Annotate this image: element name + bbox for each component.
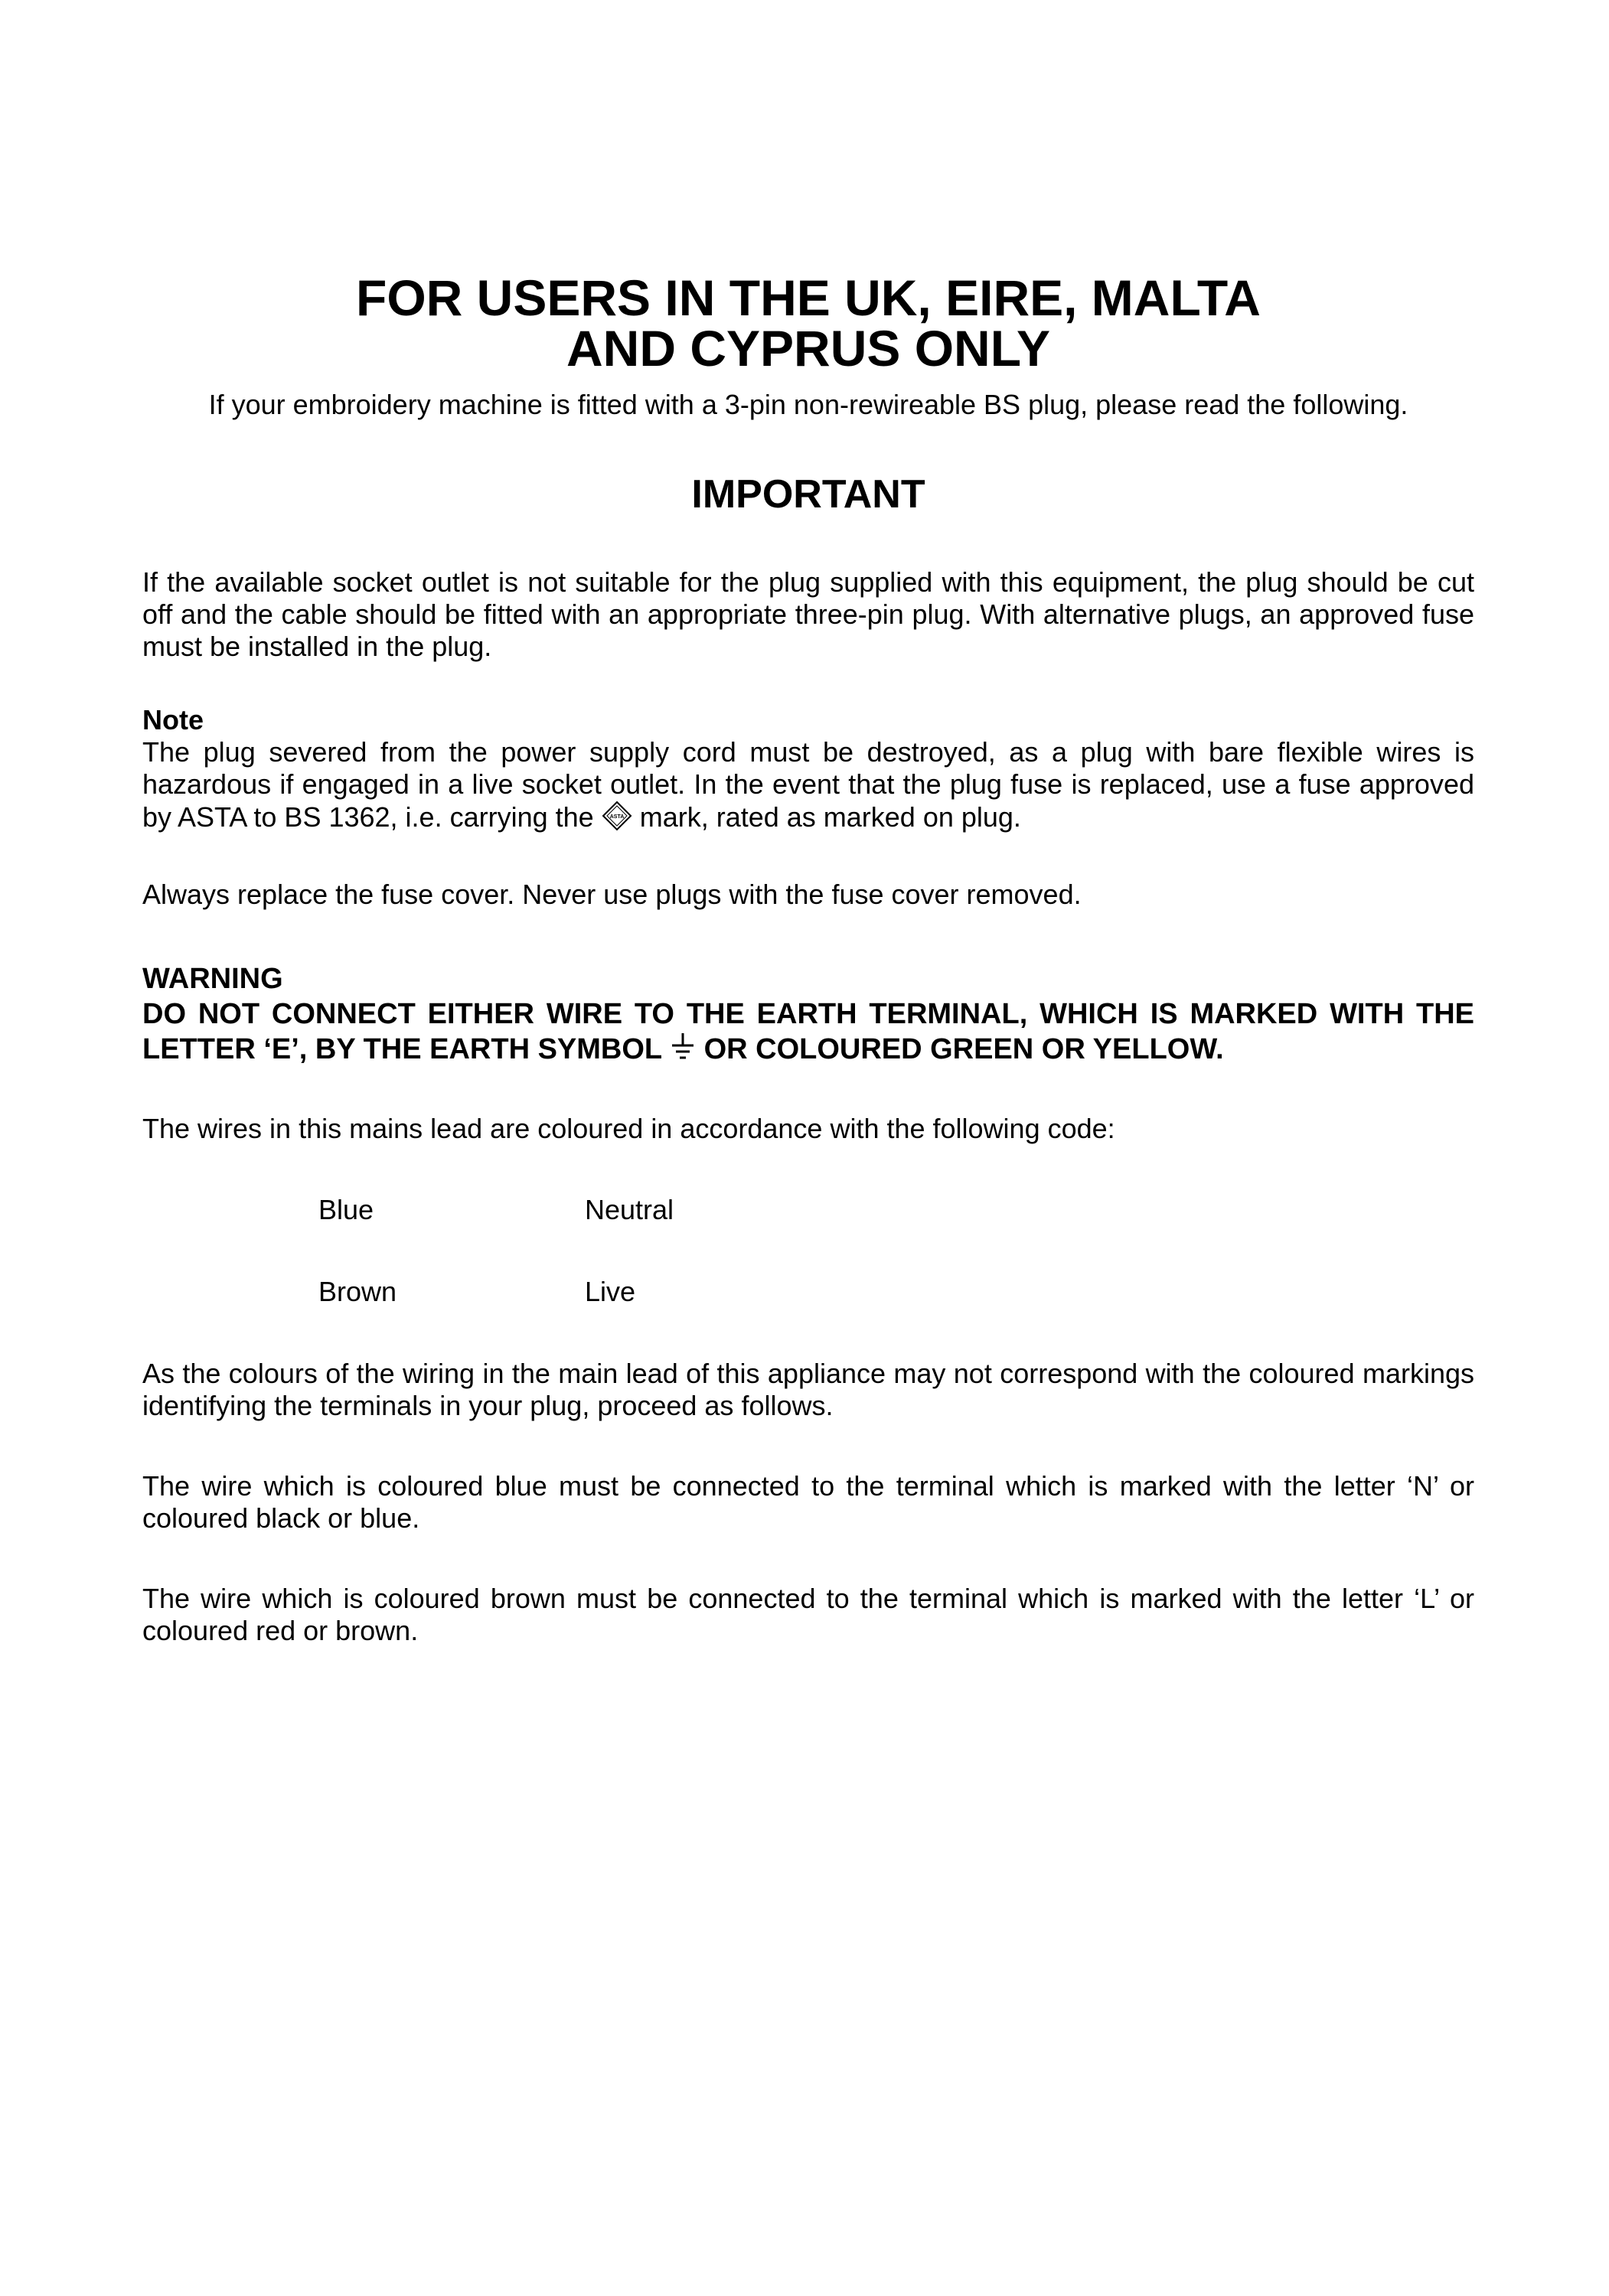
note-text-part-1: The plug severed from the power supply cord must be destroyed, as a plug with bare flexible wires is hazardous if engaged in a live socket outlet. In the event that the plug fuse is replaced, use a fuse approved by ASTA to BS 1362, i.e. carrying the [142,736,1474,833]
colours-note-paragraph: As the colours of the wiring in the main lead of this appliance may not correspond with the coloured markings identifying the terminals in your plug, proceed as follows. [142,1358,1474,1421]
warning-text-part-2: OR COLOURED GREEN OR YELLOW. [703,1033,1224,1065]
wire-code-intro: The wires in this mains lead are coloured in accordance with the following code: [142,1113,1115,1144]
page-title-line-2: AND CYPRUS ONLY [566,320,1050,377]
wire-meaning: Live [585,1276,636,1307]
svg-text:ASTA: ASTA [609,814,624,820]
intro-text: If your embroidery machine is fitted with a 3-pin non-rewireable BS plug, please read the following. [208,389,1408,420]
brown-wire-rule: The wire which is coloured brown must be connected to the terminal which is marked with the letter ‘L’ or coloured red or brown. [142,1583,1474,1646]
earth-symbol-icon [670,1032,696,1069]
note-heading: Note [142,704,204,735]
wire-colour: Brown [318,1276,397,1307]
warning-paragraph [142,996,1474,1069]
important-paragraph: If the available socket outlet is not suitable for the plug supplied with this equipment, the plug should be cut off and the cable should be fitted with an appropriate three-pin plug. With alternative plugs, an approved fuse must be installed in the plug. [142,566,1474,662]
asta-mark-icon [602,801,632,838]
warning-text-part-1: DO NOT CONNECT EITHER WIRE TO THE EARTH TERMINAL, WHICH IS MARKED WITH THE LETTER ‘E’, BY THE EARTH SYMBOL [142,998,1474,1065]
blue-wire-rule: The wire which is coloured blue must be connected to the terminal which is marked with the letter ‘N’ or coloured black or blue. [142,1470,1474,1534]
wire-colour: Blue [318,1194,374,1225]
wire-meaning: Neutral [585,1194,674,1225]
page-title-line-1: FOR USERS IN THE UK, EIRE, MALTA [356,269,1261,326]
note-paragraph [142,736,1474,838]
warning-heading: WARNING [142,963,283,995]
fuse-cover-paragraph: Always replace the fuse cover. Never use plugs with the fuse cover removed. [142,879,1082,910]
note-text-part-2: mark, rated as marked on plug. [639,801,1021,833]
important-heading: IMPORTANT [691,472,925,517]
